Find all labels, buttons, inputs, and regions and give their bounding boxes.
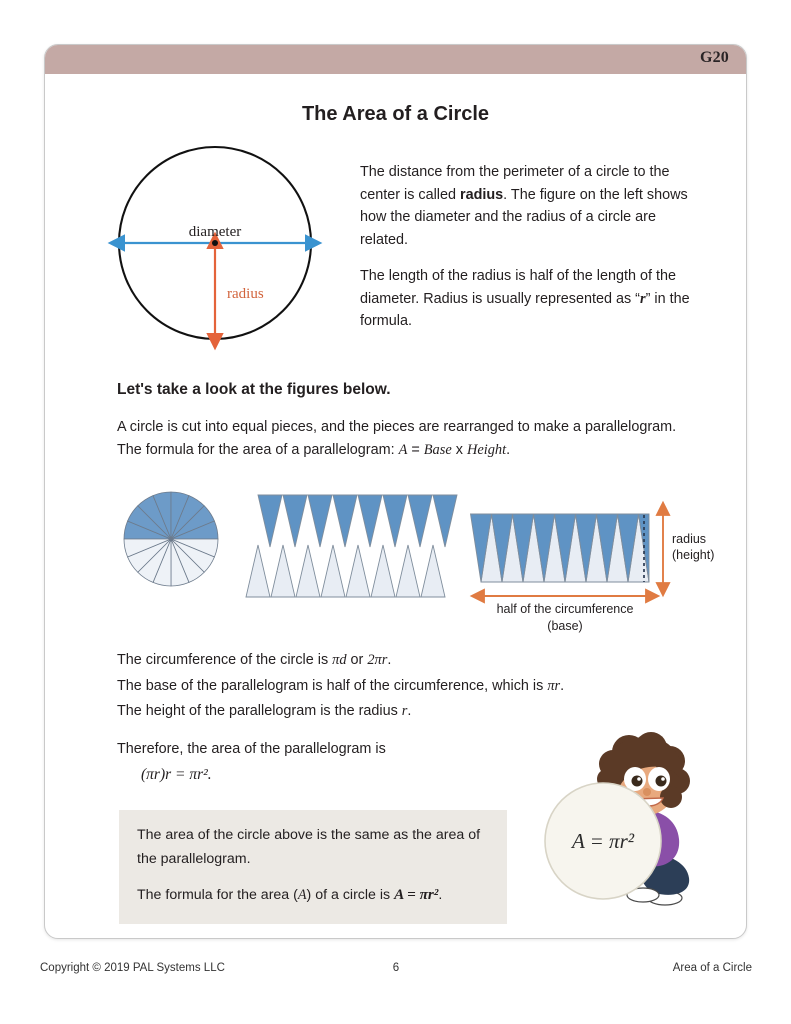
derive-l2-a: The base of the parallelogram is half of the circumference, which is — [117, 677, 548, 694]
derivation-line-3 — [117, 699, 717, 725]
wedge-triangle-up — [296, 545, 320, 597]
footer-section: Area of a Circle — [672, 962, 752, 974]
intro-p1-bold-radius: radius — [459, 186, 504, 203]
sliced-circle-svg — [121, 489, 221, 589]
derive-l2-period: . — [560, 677, 565, 694]
height-label-line1: radius — [672, 532, 707, 546]
derivation-line-4: Therefore, the area of the parallelogram is — [117, 740, 386, 757]
eye-glint-left — [637, 777, 641, 781]
formula-circle-text: A = πr² — [571, 829, 635, 853]
intro-p2-part-a: The length of the radius is half of the length of the diameter. Radius is usually represented as “ — [360, 268, 677, 307]
intro-p2-variable-r: r — [639, 290, 646, 307]
wedge-triangle-down — [408, 495, 432, 547]
footer-page-number: 6 — [392, 962, 400, 974]
header-code-label: G20 — [699, 49, 729, 66]
result-line-2 — [137, 883, 489, 908]
result-l2-a: The formula for the area ( — [137, 887, 298, 903]
wedge-triangle-up — [421, 545, 445, 597]
figure-split-wedges — [255, 489, 461, 601]
wedge-triangle-down — [333, 495, 357, 547]
lead-line2-prefix: The formula for the area of a parallelogram: — [117, 442, 399, 458]
circle-center-dot — [212, 240, 218, 246]
figures-row — [45, 485, 746, 640]
wedge-triangle-up — [346, 545, 370, 597]
eye-glint-right — [661, 777, 665, 781]
circle-diagram — [115, 143, 315, 343]
lead-line2-times: x — [451, 442, 467, 458]
intro-p1-part-b: . The figure on the left shows how the diameter and the radius of a circle are related. — [360, 186, 688, 248]
lead-line2-period: . — [506, 442, 511, 458]
lead-line2-var-A: A — [398, 442, 408, 458]
lead-line2-equals: = — [407, 442, 424, 458]
base-label-line1: half of the circumference — [496, 602, 634, 616]
page-title: The Area of a Circle — [301, 103, 490, 125]
result-highlight-box — [119, 810, 507, 924]
header-bar — [45, 45, 746, 74]
lead-line-1: A circle is cut into equal pieces, and the pieces are rearranged to make a parallelogram. — [117, 419, 677, 435]
diameter-label: diameter — [188, 224, 242, 240]
lead-line2-base: Base — [423, 442, 452, 458]
intro-paragraph-2 — [360, 265, 690, 333]
pupil-right — [656, 776, 667, 787]
derive-l2-pir: πr — [547, 677, 561, 694]
derivation-line-1 — [117, 648, 717, 674]
kid-illustration-svg — [537, 735, 727, 925]
circle-diagram-svg — [115, 143, 315, 343]
footer-copyright: Copyright © 2019 PAL Systems LLC — [40, 962, 225, 974]
result-line-1: The area of the circle above is the same as the area of the parallelogram. — [137, 827, 481, 867]
figure-parallelogram — [477, 489, 727, 639]
derive-l3-a: The height of the parallelogram is the radius — [117, 703, 402, 719]
derive-l1-2pir: 2πr — [367, 652, 388, 668]
derivation-line-2 — [117, 674, 717, 700]
kid-illustration — [537, 735, 727, 925]
result-l2-formula: A = πr² — [394, 886, 439, 903]
result-l2-var-A: A — [297, 887, 307, 903]
derive-l1-period: . — [387, 652, 392, 668]
derive-l1-a: The circumference of the circle is — [117, 652, 333, 668]
derive-l3-r: r — [401, 703, 408, 719]
wedge-triangle-up — [371, 545, 395, 597]
split-wedges-svg — [255, 489, 461, 601]
result-l2-b: ) of a circle is — [306, 887, 395, 903]
radius-label: radius — [227, 286, 264, 302]
wedge-triangle-up — [396, 545, 420, 597]
wedge-triangle-down — [433, 495, 457, 547]
intro-p1-part-a: The distance from the perimeter of a circle to the center is called — [360, 164, 670, 203]
intro-p2-part-b: ” in the formula. — [360, 290, 690, 329]
base-label-line2: (base) — [547, 619, 583, 633]
derive-l3-period: . — [407, 703, 412, 719]
figure-sliced-circle — [121, 489, 221, 589]
wedge-triangle-up — [246, 545, 270, 597]
wedge-triangle-up — [271, 545, 295, 597]
wedge-triangle-down — [383, 495, 407, 547]
derive-l1-pi-d: πd — [332, 652, 347, 668]
derive-l1-or: or — [346, 652, 368, 668]
wedge-triangle-down — [358, 495, 382, 547]
height-label-line2: (height) — [672, 548, 715, 562]
pupil-left — [632, 776, 643, 787]
lead-body — [117, 416, 729, 462]
lead-line2-height: Height — [466, 442, 507, 458]
intro-section — [45, 139, 746, 364]
lead-line-2 — [117, 439, 729, 462]
intro-text-block — [360, 161, 690, 333]
intro-paragraph-1 — [360, 161, 690, 251]
wedge-triangle-up — [321, 545, 345, 597]
page-footer — [40, 962, 752, 980]
parallelogram-svg — [477, 489, 727, 639]
wedge-triangle-down — [258, 495, 282, 547]
result-l2-period: . — [438, 887, 443, 903]
wedge-triangle-down — [283, 495, 307, 547]
worksheet-page — [44, 44, 747, 939]
derivation-formula: (πr)r = πr². — [141, 766, 212, 783]
wedge-triangle-down — [308, 495, 332, 547]
nose — [643, 788, 651, 796]
lead-heading: Let's take a look at the figures below. — [117, 381, 391, 398]
